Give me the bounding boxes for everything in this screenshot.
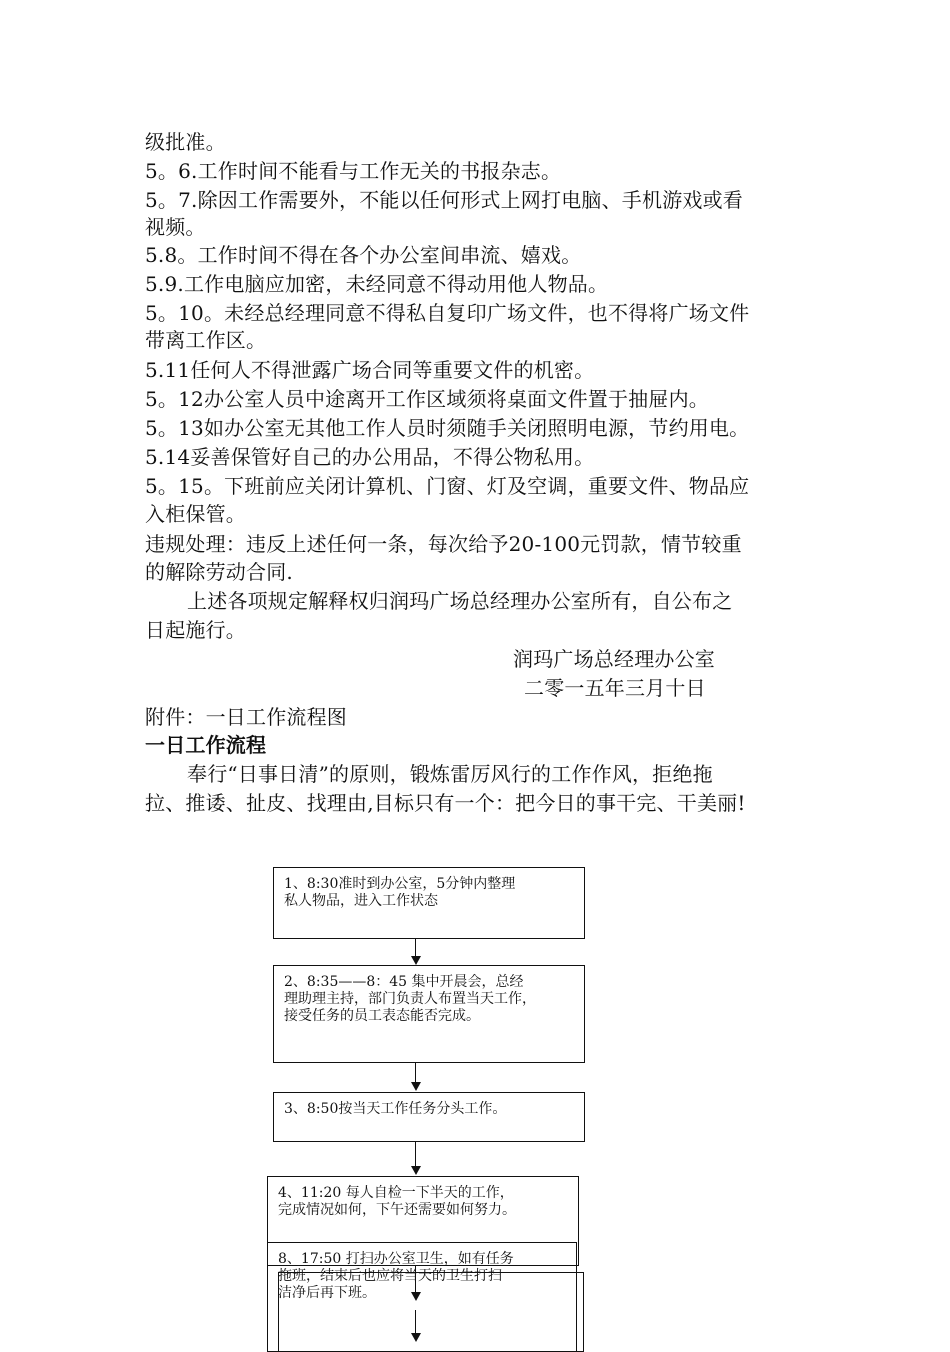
flow-step-text: 1、8:30准时到办公室，5分钟内整理 xyxy=(284,876,516,892)
text-line: 的解除劳动合同. xyxy=(145,560,293,584)
flow-step-text: 2、8:35——8：45 集中开晨会，总经 xyxy=(284,974,524,990)
flow-step-text: 理助理主持，部门负责人布置当天工作， xyxy=(284,991,536,1007)
arrow-down-icon xyxy=(411,956,421,965)
arrow-down-icon xyxy=(411,1292,421,1301)
arrow-down-icon xyxy=(411,1333,421,1342)
text-line: 5。6.工作时间不能看与工作无关的书报杂志。 xyxy=(145,159,562,183)
text-line: 5。13如办公室无其他工作人员时须随手关闭照明电源，节约用电。 xyxy=(145,416,750,440)
flow-step-8 xyxy=(267,1242,577,1352)
text-line: 上述各项规定解释权归润玛广场总经理办公室所有，自公布之 xyxy=(187,589,733,613)
text-line: 5。7.除因工作需要外，不能以任何形式上网打电脑、手机游戏或看 xyxy=(145,188,744,212)
flow-step-3 xyxy=(273,1092,585,1142)
arrow-down-icon xyxy=(411,1082,421,1091)
text-line: 5.9.工作电脑应加密，未经同意不得动用他人物品。 xyxy=(145,272,609,296)
flow-connector xyxy=(415,939,416,957)
flow-connector xyxy=(415,1310,416,1334)
flow-step-text: 完成情况如何，下午还需要如何努力。 xyxy=(278,1202,516,1218)
section-heading: 一日工作流程 xyxy=(145,733,267,757)
flow-step-text: 私人物品，进入工作状态 xyxy=(284,893,438,909)
text-line: 视频。 xyxy=(145,215,206,239)
flow-connector xyxy=(415,1142,416,1167)
text-line: 5。15。下班前应关闭计算机、门窗、灯及空调，重要文件、物品应 xyxy=(145,474,750,498)
arrow-down-icon xyxy=(411,1166,421,1175)
text-line: 5.8。工作时间不得在各个办公室间串流、嬉戏。 xyxy=(145,243,582,267)
text-line: 5.14妥善保管好自己的办公用品，不得公物私用。 xyxy=(145,445,595,469)
text-line: 日起施行。 xyxy=(145,618,246,642)
flow-step-text: 洁净后再下班。 xyxy=(278,1285,376,1301)
signature-org: 润玛广场总经理办公室 xyxy=(513,647,715,671)
flow-step-text: 3、8:50按当天工作任务分头工作。 xyxy=(284,1101,507,1117)
flow-step-text: 接受任务的员工表态能否完成。 xyxy=(284,1008,480,1024)
text-line: 拉、推诿、扯皮、找理由,目标只有一个：把今日的事干完、干美丽! xyxy=(145,791,746,815)
attachment-line: 附件：一日工作流程图 xyxy=(145,705,347,729)
flow-connector xyxy=(415,1063,416,1083)
flow-step-text: 4、11:20 每人自检一下半天的工作， xyxy=(278,1185,514,1201)
text-line: 5.11任何人不得泄露广场合同等重要文件的机密。 xyxy=(145,358,595,382)
flow-step-text: 8、17:50 打扫办公室卫生，如有任务 xyxy=(278,1251,514,1267)
text-line: 级批准。 xyxy=(145,130,226,154)
text-line: 5。12办公室人员中途离开工作区域须将桌面文件置于抽屉内。 xyxy=(145,387,709,411)
text-line: 入柜保管。 xyxy=(145,502,246,526)
signature-date: 二零一五年三月十日 xyxy=(524,676,706,700)
text-line: 5。10。未经总经理同意不得私自复印广场文件，也不得将广场文件 xyxy=(145,301,750,325)
text-line: 奉行“日事日清”的原则，锻炼雷厉风行的工作作风，拒绝拖 xyxy=(187,762,713,786)
text-line: 带离工作区。 xyxy=(145,328,267,352)
text-line: 违规处理：违反上述任何一条，每次给予20-100元罚款，情节较重 xyxy=(145,532,742,556)
flow-step-text: 拖班，结束后也应将当天的卫生打扫 xyxy=(278,1268,502,1284)
flow-step-1 xyxy=(273,867,585,939)
flow-step-2 xyxy=(273,965,585,1063)
